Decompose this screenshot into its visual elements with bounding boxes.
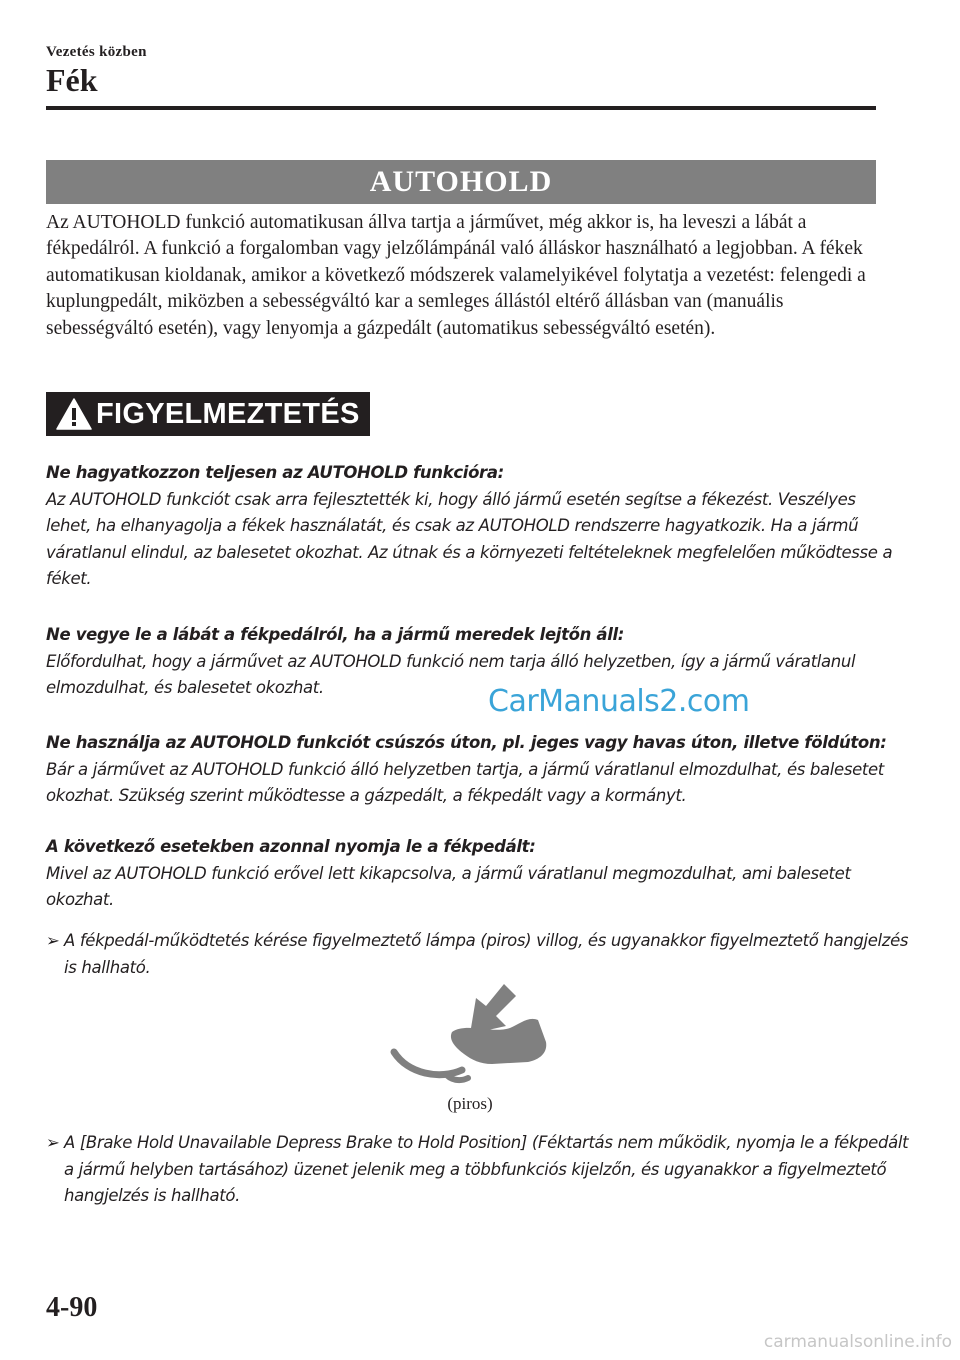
warning-bullet-2 xyxy=(46,1130,914,1210)
warning-body-3: Bár a járművet az AUTOHOLD funkció álló helyzetben tartja, a jármű váratlanul elmozdulhat, és balesetet okozhat. Szükség szerint működtesse a gázpedált, a fékpedált vagy a kormányt. xyxy=(46,759,884,805)
section-banner: AUTOHOLD xyxy=(46,160,876,204)
warning-block-4 xyxy=(46,834,896,914)
warning-body-2: Előfordulhat, hogy a járművet az AUTOHOLD funkció nem tarja álló helyzetben, így a jármű váratlanul elmozdulhat, és balesetet okozhat. xyxy=(46,651,856,697)
warning-heading-1: Ne hagyatkozzon teljesen az AUTOHOLD funkcióra: xyxy=(46,463,504,482)
warning-body-1: Az AUTOHOLD funkciót csak arra fejlesztették ki, hogy álló jármű esetén segítse a fékezést. Veszélyes lehet, ha elhanyagolja a fékek használatát, és csak az AUTOHOLD rendszerre hagyatkozik. Ha a jármű váratlanul elindul, az balesetet okozhat. Az útnak és a környezeti feltételeknek megfelelően működtesse a féket. xyxy=(46,489,893,588)
intro-paragraph: Az AUTOHOLD funkció automatikusan állva tartja a járművet, még akkor is, ha leveszi a lábát a fékpedálról. A funkció a forgalomban vagy jelzőlámpánál való álláskor használható a legjobban. A fékek automatikusan kioldanak, amikor a következő módszerek valamelyikével folytatja a vezetést: felengedi a kuplungpedált, miközben a sebességváltó kar a semleges állástól eltérő állásban van (manuális sebességváltó esetén), vagy lenyomja a gázpedált (automatikus sebességváltó esetén). xyxy=(46,212,866,339)
page-title: Fék xyxy=(46,62,98,98)
warning-block-2 xyxy=(46,622,896,702)
bullet-text-1: A fékpedál-működtetés kérése figyelmeztető lámpa (piros) villog, és ugyanakkor figyelmeztető hangjelzés is hallható. xyxy=(64,931,909,977)
breadcrumb: Vezetés közben xyxy=(46,44,147,60)
warning-body-4: Mivel az AUTOHOLD funkció erővel lett kikapcsolva, a jármű váratlanul megmozdulhat, ami balesetet okozhat. xyxy=(46,863,851,909)
warning-title: FIGYELMEZTETÉS xyxy=(96,398,360,430)
warning-block-3 xyxy=(46,730,896,810)
watermark-carmanualsonline: carmanualsonline.info xyxy=(763,1332,952,1352)
warning-triangle-icon xyxy=(56,398,92,430)
header-rule xyxy=(46,106,876,110)
bullet-marker: ➢ xyxy=(46,1133,60,1152)
brake-pedal-warning-icon xyxy=(388,982,566,1086)
warning-heading-3: Ne használja az AUTOHOLD funkciót csúszós úton, pl. jeges vagy havas úton, illetve földúton: xyxy=(46,733,887,752)
page-number: 4-90 xyxy=(46,1292,98,1323)
warning-box xyxy=(46,392,370,436)
warning-bullet-1 xyxy=(46,928,914,981)
bullet-text-2: A [Brake Hold Unavailable Depress Brake to Hold Position] (Féktartás nem működik, nyomja le a fékpedált a jármű helyben tartásához) üzenet jelenik meg a többfunkciós kijelzőn, és ugyanakkor a figyelmeztető hangjelzés is hallható. xyxy=(64,1133,909,1205)
warning-block-1 xyxy=(46,460,896,593)
warning-heading-4: A következő esetekben azonnal nyomja le a fékpedált: xyxy=(46,837,536,856)
bullet-marker: ➢ xyxy=(46,931,60,950)
watermark-carmanuals2: CarManuals2.com xyxy=(488,684,750,719)
warning-heading-2: Ne vegye le a lábát a fékpedálról, ha a jármű meredek lejtőn áll: xyxy=(46,625,625,644)
pedal-caption: (piros) xyxy=(447,1094,493,1113)
